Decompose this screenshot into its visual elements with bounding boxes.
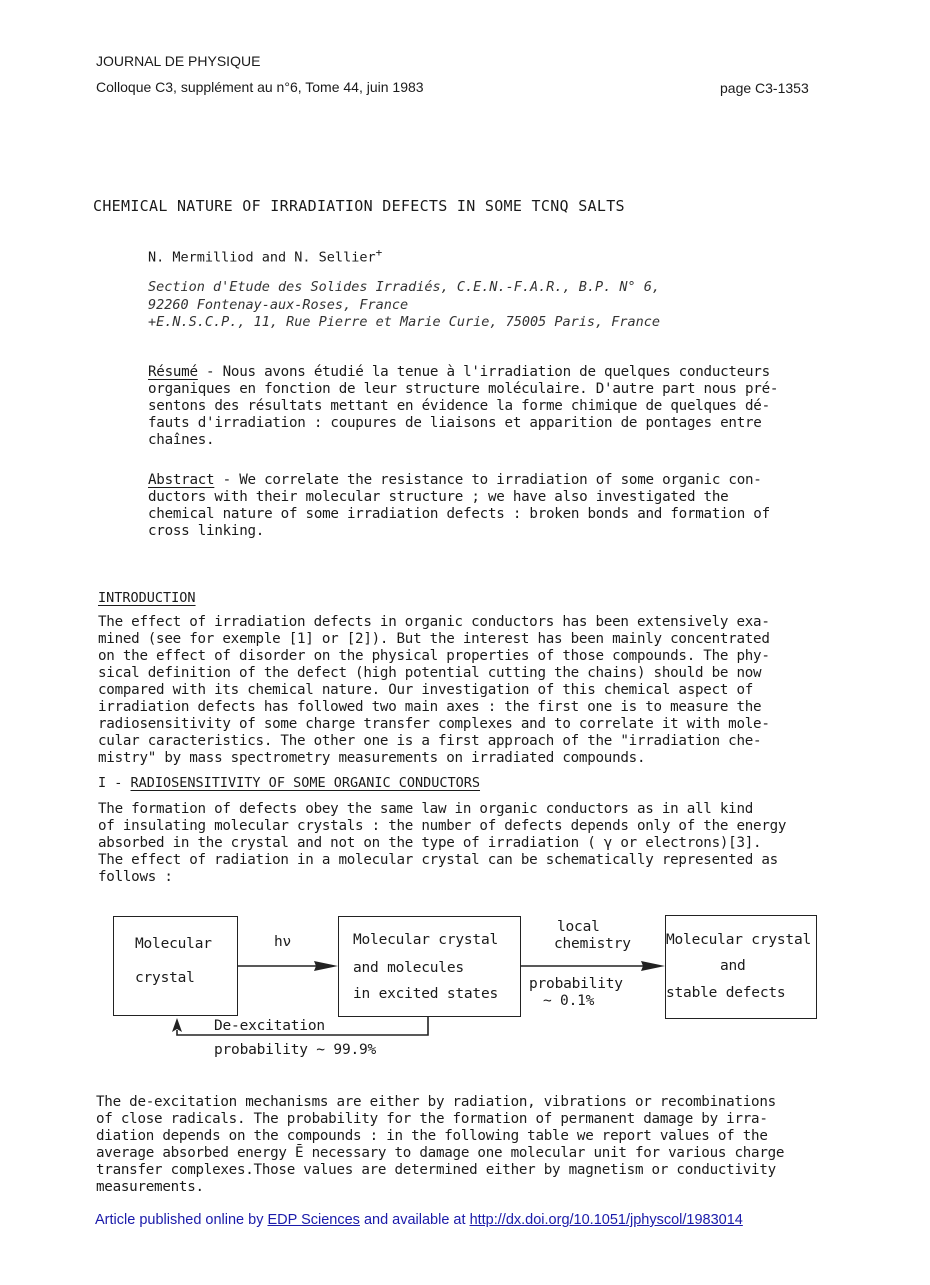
journal-name: JOURNAL DE PHYSIQUE <box>96 53 261 69</box>
author-mark: + <box>375 246 383 259</box>
arrowhead-hv <box>314 961 338 971</box>
paragraph-2 <box>96 1094 784 1196</box>
box2-line: Molecular crystal <box>353 932 499 948</box>
section1-line: The formation of defects obey the same law in organic conductors as in all kind <box>98 801 754 817</box>
resume-label: Résumé <box>148 364 198 380</box>
section1-line: The effect of radiation in a molecular crystal can be schematically represented as <box>98 852 778 868</box>
hv-label: hν <box>274 934 292 950</box>
intro-line: sical definition of the defect (high potential cutting the chains) should be now <box>98 665 762 681</box>
intro-line: compared with its chemical nature. Our investigation of this chemical aspect of <box>98 682 754 698</box>
publication-footer <box>95 1212 743 1228</box>
section1-line: absorbed in the crystal and not on the type of irradiation ( γ or electrons)[3]. <box>98 835 762 851</box>
introduction-heading-text: INTRODUCTION <box>98 590 196 606</box>
box3-line: Molecular crystal <box>666 932 812 948</box>
affiliation-line: +E.N.S.C.P., 11, Rue Pierre et Marie Curie, 75005 Paris, France <box>148 314 661 330</box>
box2-line: in excited states <box>353 986 499 1002</box>
chemistry-label: chemistry <box>554 936 631 952</box>
footer-prefix: Article published online by <box>95 1212 268 1228</box>
intro-line: mined (see for exemple [1] or [2]). But the interest has been mainly concentrated <box>98 631 770 647</box>
local-label: local <box>557 919 600 935</box>
doi-link[interactable]: http://dx.doi.org/10.1051/jphyscol/1983014 <box>469 1212 743 1228</box>
paragraph2-line: The de-excitation mechanisms are either by radiation, vibrations or recombinations <box>96 1094 776 1110</box>
box1-line: Molecular <box>135 936 212 952</box>
resume-line: chaînes. <box>148 432 215 448</box>
abstract-label: Abstract <box>148 472 215 488</box>
resume-line: organiques en fonction de leur structure moléculaire. D'autre part nous pré- <box>148 381 779 397</box>
section1-prefix: I - <box>98 775 131 791</box>
intro-line: irradiation defects has followed two main axes : the first one is to measure the <box>98 699 762 715</box>
affiliation-line: Section d'Etude des Solides Irradiés, C.E.N.-F.A.R., B.P. N° 6, <box>148 279 661 295</box>
box2-line: and molecules <box>353 960 464 976</box>
resume-line: sentons des résultats mettant en évidence la forme chimique de quelques dé- <box>148 398 770 414</box>
section1-line: follows : <box>98 869 173 885</box>
section1-line: of insulating molecular crystals : the number of defects depends only of the energy <box>98 818 787 834</box>
affiliation-line: 92260 Fontenay-aux-Roses, France <box>148 296 409 313</box>
arrowhead-return <box>172 1018 182 1032</box>
paragraph2-line: measurements. <box>96 1179 204 1195</box>
author-names: N. Mermilliod and N. Sellier <box>148 249 376 266</box>
box1-line: crystal <box>135 970 195 986</box>
paragraph2-line: of close radicals. The probability for the formation of permanent damage by irra- <box>96 1111 768 1127</box>
colloque-info: Colloque C3, supplément au n°6, Tome 44, juin 1983 <box>96 79 424 95</box>
resume-line: - Nous avons étudié la tenue à l'irradiation de quelques conducteurs <box>197 364 770 380</box>
box3-line: stable defects <box>666 985 786 1001</box>
probability-value: ~ 0.1% <box>543 993 595 1009</box>
paragraph2-line: average absorbed energy Ē necessary to damage one molecular unit for various charge <box>96 1145 785 1161</box>
probability-label: probability <box>529 976 623 992</box>
page-number: page C3-1353 <box>720 80 809 96</box>
publisher-link[interactable]: EDP Sciences <box>267 1212 360 1228</box>
section1-heading-text: RADIOSENSITIVITY OF SOME ORGANIC CONDUCTORS <box>130 775 481 791</box>
box3-line: and <box>720 958 746 974</box>
abstract-line: ductors with their molecular structure ; we have also investigated the <box>148 489 729 505</box>
footer-middle: and available at <box>359 1212 470 1228</box>
abstract-line: chemical nature of some irradiation defects : broken bonds and formation of <box>148 506 770 522</box>
abstract-line: cross linking. <box>148 523 265 539</box>
intro-line: radiosensitivity of some charge transfer complexes and to correlate it with mole- <box>98 716 770 732</box>
intro-line: on the effect of disorder on the physical properties of those compounds. The phy- <box>98 648 770 664</box>
intro-line: cular caracteristics. The other one is a first approach of the "irradiation che- <box>98 733 762 749</box>
intro-line: The effect of irradiation defects in organic conductors has been extensively exa- <box>98 614 770 630</box>
resume-line: fauts d'irradiation : coupures de liaisons et apparition de pontages entre <box>148 415 762 431</box>
arrowhead-chemistry <box>641 961 665 971</box>
intro-line: mistry" by mass spectrometry measurements on irradiated compounds. <box>98 750 646 766</box>
paragraph2-line: transfer complexes.Those values are determined either by magnetism or conductivity <box>96 1162 776 1178</box>
de-excitation-probability: probability ∼ 99.9% <box>214 1042 377 1058</box>
paper-title: CHEMICAL NATURE OF IRRADIATION DEFECTS IN SOME TCNQ SALTS <box>93 197 625 215</box>
abstract-line: - We correlate the resistance to irradiation of some organic con- <box>214 472 762 488</box>
de-excitation-label: De-excitation <box>214 1018 325 1034</box>
paragraph2-line: diation depends on the compounds : in the following table we report values of the <box>96 1128 768 1144</box>
